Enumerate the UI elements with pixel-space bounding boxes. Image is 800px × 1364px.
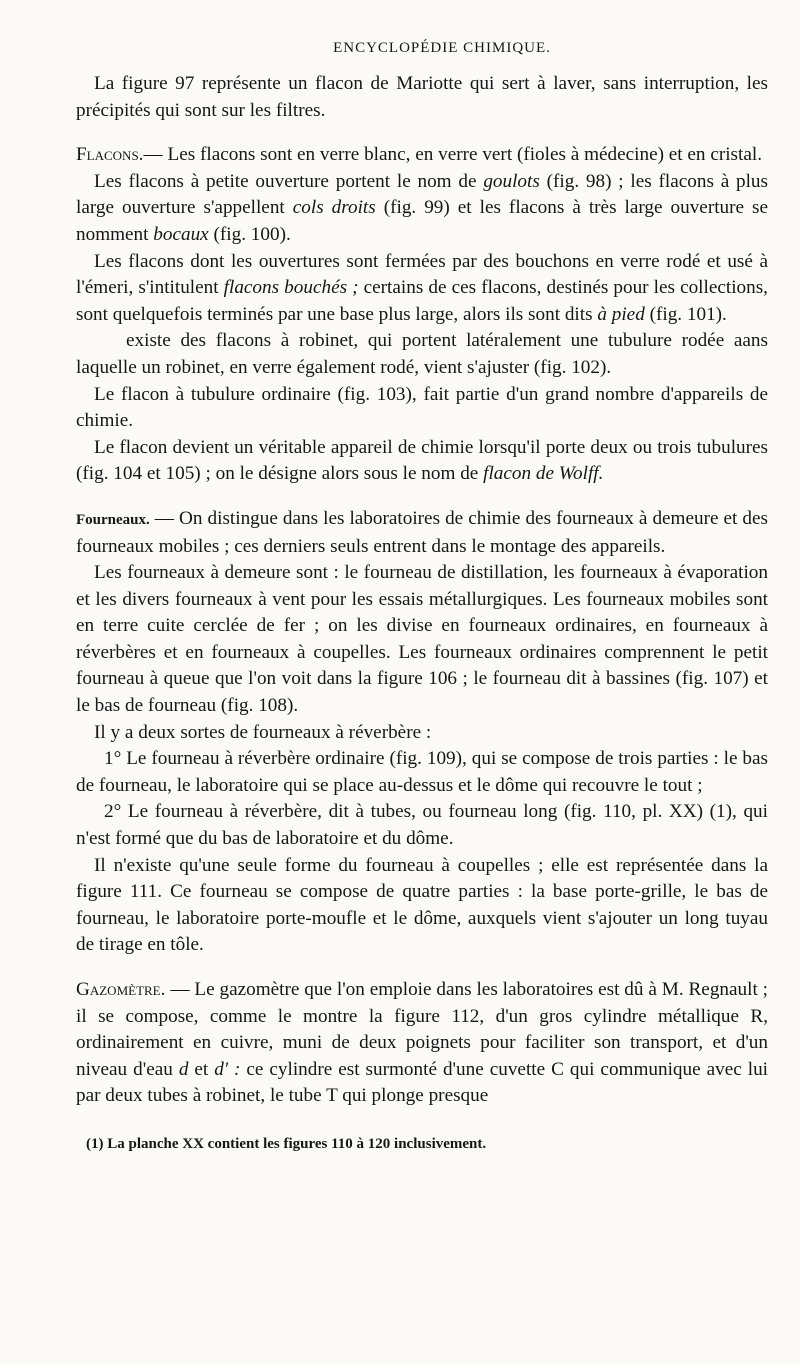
- paragraph: Gazomètre. — Le gazomètre que l'on emploie dans les laboratoires est dû à M. Regnault ; il se compose, comme le montre la figure 112, d'un gros cylindre métallique R, ordinairement en cuivre, muni de deux poignets pour faciliter son transport, et d'un niveau d'eau d et d' : ce cylindre est surmonté d'une cuvette C qui communique avec lui par deux tubes à robinet, le tube T qui plonge presque: [76, 979, 768, 1107]
- paragraph: Le flacon à tubulure ordinaire (fig. 103), fait partie d'un grand nombre d'appareils de chimie.: [76, 383, 768, 432]
- paragraph: Il y a deux sortes de fourneaux à réverbère :: [94, 721, 432, 743]
- paragraph: Les flacons dont les ouvertures sont fermées par des bouchons en verre rodé et usé à l'émeri, s'intitulent flacons bouchés ; certains de ces flacons, destinés pour les collections, sont quelquefois terminés par une base plus large, alors ils sont dits à pied (fig. 101).: [76, 250, 768, 325]
- document-page: [76, 40, 768, 1153]
- paragraph: Flacons.— Les flacons sont en verre blanc, en verre vert (fioles à médecine) et en cristal.: [76, 144, 763, 166]
- section-heading: Flacons.: [76, 144, 144, 166]
- paragraph: existe des flacons à robinet, qui portent latéralement une tubulure rodée aans laquelle un robinet, en verre également rodé, vient s'ajuster (fig. 102).: [76, 330, 768, 378]
- section-heading: Fourneaux.: [76, 511, 150, 528]
- paragraph: 1° Le fourneau à réverbère ordinaire (fig. 109), qui se compose de trois parties : le bas de fourneau, le laboratoire qui se place au-dessus et le dôme qui recouvre le tout ;: [76, 748, 768, 796]
- paragraph: 2° Le fourneau à réverbère, dit à tubes, ou fourneau long (fig. 110, pl. XX) (1), qui n'est formé que du bas de laboratoire et du dôme.: [76, 801, 768, 850]
- paragraph: Les fourneaux à demeure sont : le fourneau de distillation, les fourneaux à évaporation et les divers fourneaux à vent pour les essais métallurgiques. Les fourneaux mobiles sont en terre cuite cerclée de fer ; on les divise en fourneaux ordinaires, en fourneaux à réverbères et en fourneaux à coupelles. Les fourneaux ordinaires comprennent le petit fourneau à queue que l'on voit dans la figure 106 ; le fourneau dit à bassines (fig. 107) et le bas de fourneau (fig. 108).: [76, 562, 768, 717]
- footnote: (1) La planche XX contient les figures 110 à 120 inclusivement.: [86, 1135, 487, 1152]
- section-heading: Gazomètre.: [76, 979, 166, 1000]
- paragraph: Les flacons à petite ouverture portent le nom de goulots (fig. 98) ; les flacons à plus large ouverture s'appellent cols droits (fig. 99) et les flacons à très large ouverture se nomment bocaux (fig. 100).: [76, 170, 769, 245]
- paragraph: La figure 97 représente un flacon de Mariotte qui sert à laver, sans interruption, les précipités qui sont sur les filtres.: [76, 73, 768, 121]
- running-header: ENCYCLOPÉDIE CHIMIQUE.: [333, 40, 551, 56]
- paragraph: Le flacon devient un véritable appareil de chimie lorsqu'il porte deux ou trois tubulures (fig. 104 et 105) ; on le désigne alors sous le nom de flacon de Wolff.: [76, 436, 768, 485]
- paragraph: Fourneaux. — On distingue dans les laboratoires de chimie des fourneaux à demeure et des fourneaux mobiles ; ces derniers seuls entrent dans le montage des appareils.: [76, 507, 768, 557]
- paragraph: Il n'existe qu'une seule forme du fourneau à coupelles ; elle est représentée dans la figure 111. Ce fourneau se compose de quatre parties : la base porte-grille, le bas de fourneau, le laboratoire porte-moufle et le dôme, auxquels vient s'ajouter un long tuyau de tirage en tôle.: [76, 854, 768, 956]
